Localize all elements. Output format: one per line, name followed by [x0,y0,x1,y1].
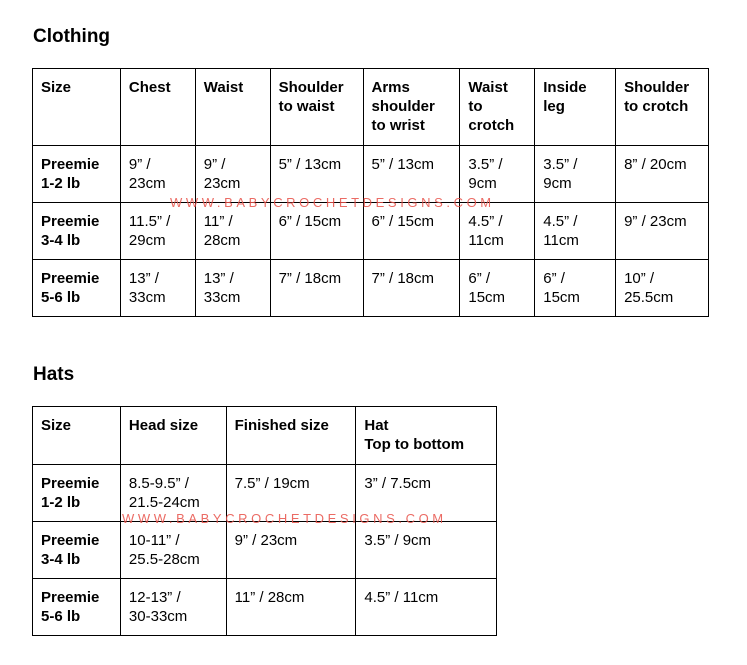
clothing-header-chest [120,69,195,146]
clothing-header-size [33,69,121,146]
cell-value: 3.5” / 9cm [468,156,503,192]
header-label: Size [41,417,72,434]
size-cell [33,465,121,522]
hats-header-size [33,407,121,465]
hats-header-head-size [120,407,226,465]
cell-value: 10” / 25.5cm [624,270,674,306]
table-cell [460,146,535,203]
header-label: Size [41,79,72,96]
header-label: Arms shoulder to wrist [371,79,435,134]
cell-value: 7” / 18cm [371,270,435,287]
cell-value: 8” / 20cm [624,156,687,173]
table-cell [120,146,195,203]
cell-value: 12-13” / 30-33cm [128,589,188,625]
table-cell [270,203,363,260]
table-cell [195,260,270,317]
header-label: Waist to crotch [468,79,515,134]
clothing-header-row [33,69,709,146]
cell-value: 4.5” / 11cm [543,213,579,249]
table-cell [195,146,270,203]
size-cell [33,260,121,317]
table-cell [460,260,535,317]
table-cell [356,579,497,636]
cell-value: 10-11” / 25.5-28cm [128,532,200,568]
table-cell [616,146,709,203]
hats-section-title: Hats [33,364,75,385]
cell-value: 11” / 28cm [234,589,305,606]
table-cell [363,260,460,317]
cell-value: Preemie 3-4 lb [41,213,100,249]
table-row [33,203,709,260]
table-cell [535,146,616,203]
table-cell [120,260,195,317]
table-cell [363,203,460,260]
table-cell [460,203,535,260]
cell-value: 5” / 13cm [371,156,435,173]
header-label: Hat Top to bottom [364,417,465,453]
header-label: Waist [203,79,244,96]
cell-value: 5” / 13cm [278,156,342,173]
table-cell [356,522,497,579]
size-cell [33,522,121,579]
size-cell [33,203,121,260]
table-cell [270,146,363,203]
cell-value: 3” / 7.5cm [364,475,432,492]
watermark: WWW.BABYCROCHETDESIGNS.COM [170,195,495,210]
cell-value: Preemie 5-6 lb [41,270,100,306]
table-cell [535,203,616,260]
watermark: WWW.BABYCROCHETDESIGNS.COM [122,511,447,526]
table-cell [120,203,195,260]
table-cell [535,260,616,317]
cell-value: 9” / 23cm [203,156,241,192]
cell-value: Preemie 3-4 lb [41,532,100,568]
header-label: Shoulder to crotch [624,79,690,115]
clothing-size-table [32,68,709,317]
header-label: Shoulder to waist [278,79,344,115]
table-row [33,579,497,636]
table-cell [226,579,356,636]
cell-value: 6” / 15cm [468,270,506,306]
table-cell [120,522,226,579]
cell-value: Preemie 5-6 lb [41,589,100,625]
cell-value: 9” / 23cm [128,156,166,192]
cell-value: 11” / 28cm [203,213,241,249]
header-label: Inside leg [543,79,587,115]
table-cell [226,522,356,579]
hats-header-top-to-bottom [356,407,497,465]
clothing-header-shoulder-to-waist [270,69,363,146]
cell-value: 8.5-9.5” / 21.5-24cm [128,475,200,511]
table-cell [195,203,270,260]
size-cell [33,146,121,203]
cell-value: 9” / 23cm [234,532,298,549]
clothing-section-title: Clothing [33,26,111,47]
cell-value: 9” / 23cm [624,213,687,230]
table-cell [356,465,497,522]
table-cell [616,203,709,260]
table-cell [616,260,709,317]
table-row [33,522,497,579]
clothing-header-arms [363,69,460,146]
hats-header-finished-size [226,407,356,465]
clothing-header-waist-to-crotch [460,69,535,146]
table-cell [270,260,363,317]
hats-header-row [33,407,497,465]
clothing-header-waist [195,69,270,146]
cell-value: 6” / 15cm [278,213,342,230]
table-row [33,260,709,317]
cell-value: 7.5” / 19cm [234,475,310,492]
cell-value: 13” / 33cm [203,270,241,306]
header-label: Head size [128,417,199,434]
clothing-header-inside-leg [535,69,616,146]
table-cell [226,465,356,522]
table-row [33,146,709,203]
header-label: Chest [128,79,171,96]
cell-value: 4.5” / 11cm [468,213,504,249]
header-label: Finished size [234,417,329,434]
cell-value: Preemie 1-2 lb [41,475,100,511]
cell-value: 13” / 33cm [128,270,166,306]
cell-value: 6” / 15cm [543,270,580,306]
table-cell [363,146,460,203]
table-cell [120,579,226,636]
cell-value: 3.5” / 9cm [364,532,432,549]
cell-value: 4.5” / 11cm [364,589,439,606]
cell-value: 6” / 15cm [371,213,435,230]
size-cell [33,579,121,636]
cell-value: Preemie 1-2 lb [41,156,100,192]
table-row [33,465,497,522]
cell-value: 7” / 18cm [278,270,342,287]
clothing-header-shoulder-to-crotch [616,69,709,146]
cell-value: 3.5” / 9cm [543,156,578,192]
hats-size-table [32,406,497,636]
table-cell [120,465,226,522]
cell-value: 11.5” / 29cm [128,213,171,249]
